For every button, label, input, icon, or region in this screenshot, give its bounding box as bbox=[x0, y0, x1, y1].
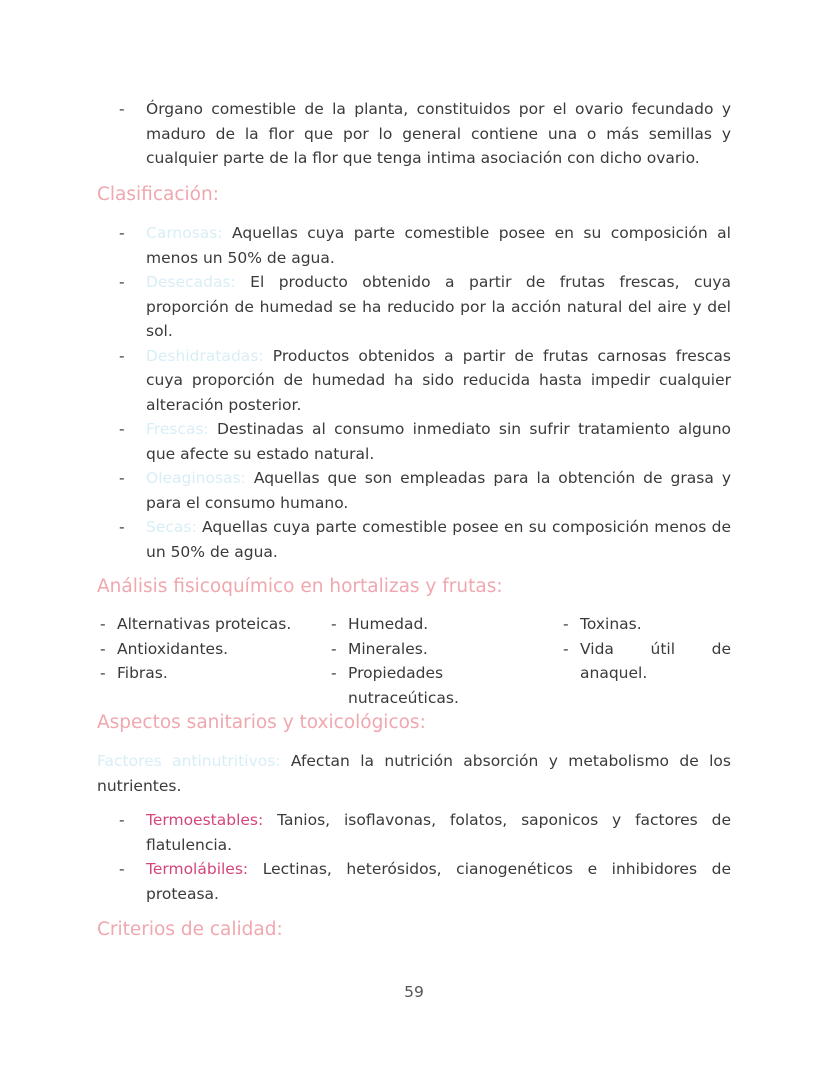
quality-heading: Criterios de calidad: bbox=[97, 919, 283, 940]
term-label: Termoestables: bbox=[146, 811, 264, 829]
list-item bbox=[119, 221, 731, 270]
analysis-column-2 bbox=[331, 612, 521, 710]
item-text: Humedad. bbox=[348, 615, 429, 633]
list-dash: - bbox=[119, 860, 125, 878]
item-text: Aquellas cuya parte comestible posee en su composición al menos un 50% de agua. bbox=[146, 224, 731, 267]
list-dash: - bbox=[563, 615, 569, 633]
list-item bbox=[563, 612, 731, 637]
item-text: Antioxidantes. bbox=[117, 639, 229, 658]
list-dash: - bbox=[119, 469, 125, 487]
item-text: Propiedades nutraceúticas. bbox=[348, 664, 459, 707]
item-text: Lectinas, heterósidos, cianogenéticos e inhibidores de proteasa. bbox=[146, 860, 731, 903]
item-text: Destinadas al consumo inmediato sin sufrir tratamiento alguno que afecte su estado natural. bbox=[146, 420, 731, 463]
list-item bbox=[331, 637, 521, 662]
list-item bbox=[119, 270, 731, 344]
list-dash: - bbox=[100, 615, 106, 633]
classification-list bbox=[119, 221, 731, 564]
item-text: Alternativas proteicas. bbox=[117, 615, 292, 633]
item-text: Toxinas. bbox=[580, 615, 642, 633]
analysis-heading: Análisis fisicoquímico en hortalizas y frutas: bbox=[97, 576, 503, 597]
list-dash: - bbox=[100, 639, 106, 658]
list-dash: - bbox=[331, 639, 337, 658]
list-item bbox=[119, 808, 731, 857]
intro-item bbox=[119, 97, 731, 171]
list-dash: - bbox=[331, 664, 337, 682]
analysis-column-3 bbox=[563, 612, 731, 686]
intro-list bbox=[119, 97, 731, 171]
list-item bbox=[100, 637, 296, 662]
list-item bbox=[119, 857, 731, 906]
term-label: Factores antinutritivos: bbox=[97, 752, 281, 770]
item-text: El producto obtenido a partir de frutas frescas, cuya proporción de humedad se ha reducido por la acción natural del aire y del sol. bbox=[146, 273, 731, 340]
item-text: Vida útil de anaquel. bbox=[580, 639, 731, 682]
item-text: Fibras. bbox=[117, 664, 168, 682]
list-item bbox=[119, 466, 731, 515]
item-text: Tanios, isoflavonas, folatos, saponicos y factores de flatulencia. bbox=[146, 811, 731, 854]
analysis-column-1 bbox=[100, 612, 296, 686]
term-label: Termolábiles: bbox=[146, 860, 249, 878]
sanitary-list bbox=[119, 808, 731, 906]
list-item bbox=[563, 637, 731, 686]
list-item bbox=[100, 661, 296, 686]
item-text: Minerales. bbox=[348, 639, 428, 658]
item-text: Aquellas que son empleadas para la obtención de grasa y para el consumo humano. bbox=[146, 469, 731, 512]
term-label: Carnosas: bbox=[146, 224, 223, 242]
list-item bbox=[119, 344, 731, 418]
paragraph-text: Afectan la nutrición absorción y metabolismo de los nutrientes. bbox=[97, 752, 731, 795]
list-item bbox=[331, 661, 521, 710]
list-dash: - bbox=[119, 811, 125, 829]
term-label: Oleaginosas: bbox=[146, 469, 246, 487]
list-dash: - bbox=[100, 664, 106, 682]
list-dash: - bbox=[119, 346, 125, 365]
list-dash: - bbox=[119, 224, 125, 242]
analysis-columns bbox=[100, 612, 732, 710]
item-text: Productos obtenidos a partir de frutas carnosas frescas cuya proporción de humedad ha sido reducida hasta impedir cualquier alteración posterior. bbox=[146, 346, 731, 414]
intro-text: Órgano comestible de la planta, constituidos por el ovario fecundado y maduro de la flor que por lo general contiene una o más semillas y cualquier parte de la flor que tenga intima asociación con dicho ovario. bbox=[146, 100, 731, 167]
list-item bbox=[119, 515, 731, 564]
sanitary-heading: Aspectos sanitarios y toxicológicos: bbox=[97, 712, 426, 733]
term-label: Secas: bbox=[146, 518, 197, 536]
classification-heading: Clasificación: bbox=[97, 184, 219, 205]
list-dash: - bbox=[119, 518, 125, 536]
list-dash: - bbox=[331, 615, 337, 633]
list-dash: - bbox=[563, 639, 569, 658]
list-item bbox=[331, 612, 521, 637]
page-number: 59 bbox=[404, 983, 424, 1001]
item-text: Aquellas cuya parte comestible posee en su composición menos de un 50% de agua. bbox=[146, 518, 731, 561]
list-dash: - bbox=[119, 420, 125, 438]
list-dash: - bbox=[119, 100, 125, 118]
list-item bbox=[100, 612, 296, 637]
list-item bbox=[119, 417, 731, 466]
term-label: Frescas: bbox=[146, 420, 209, 438]
term-label: Deshidratadas: bbox=[146, 346, 264, 365]
list-dash: - bbox=[119, 273, 125, 291]
term-label: Desecadas: bbox=[146, 273, 236, 291]
factors-paragraph bbox=[97, 749, 731, 798]
